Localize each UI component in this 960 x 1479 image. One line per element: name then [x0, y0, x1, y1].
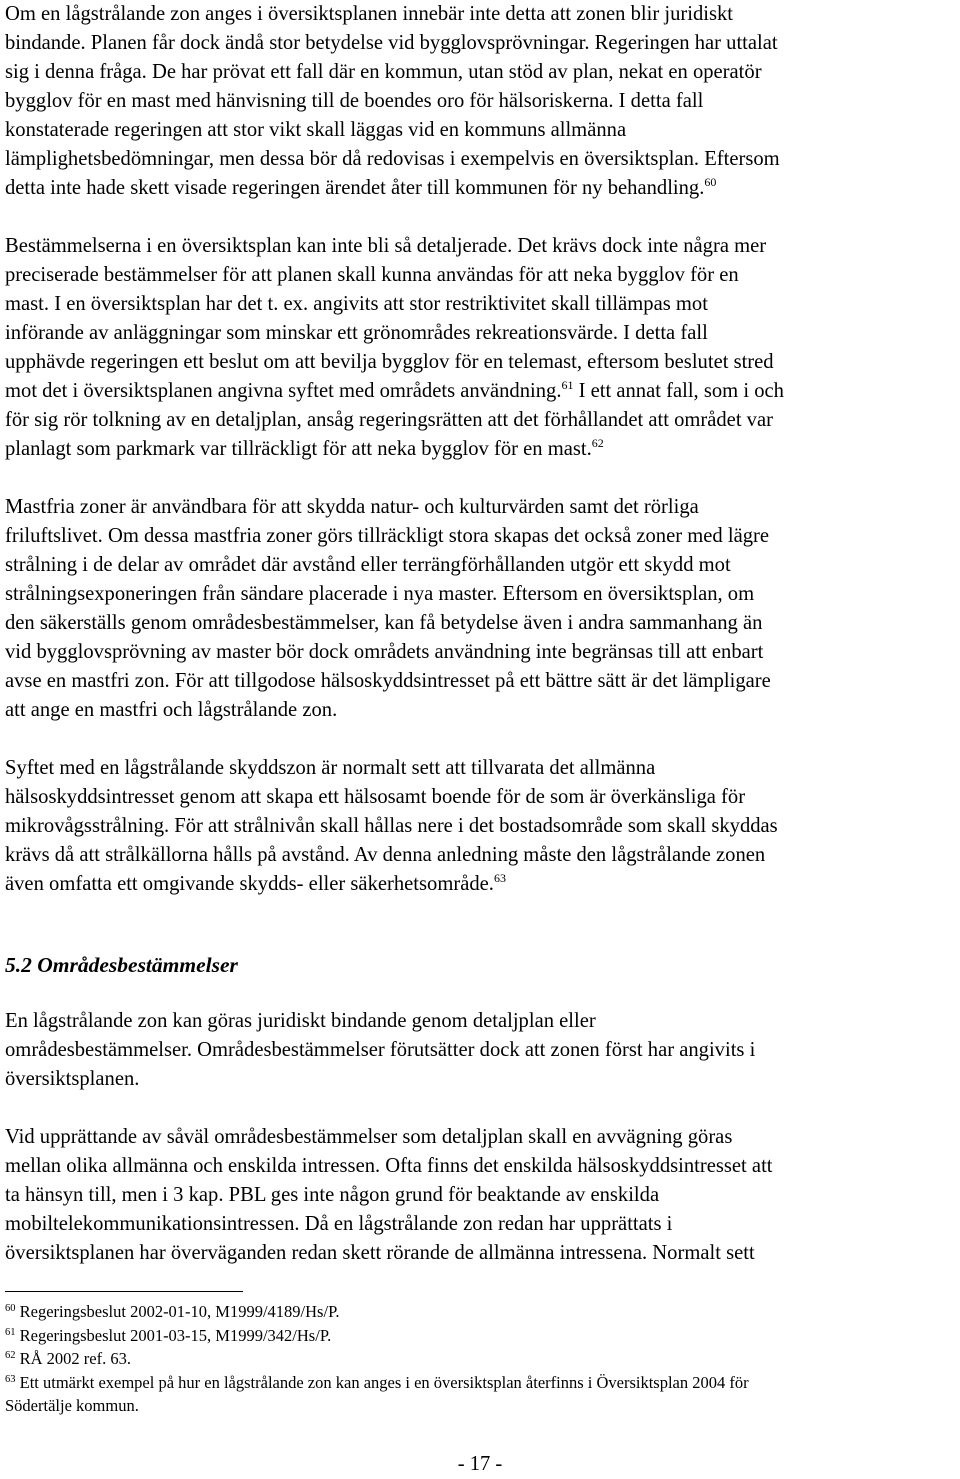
footnote-ref-60[interactable]: 60	[704, 175, 717, 189]
text-segment: detta inte hade skett visade regeringen ärendet åter till kommunen för ny behandling.	[5, 177, 705, 199]
text-line: strålningsexponeringen från sändare placerade i nya master. Eftersom en översiktsplan, om	[5, 583, 755, 605]
paragraph-spacer	[5, 203, 955, 232]
section-title: Områdesbestämmelser	[37, 953, 238, 977]
paragraph-spacer	[5, 464, 955, 493]
paragraph-1	[5, 0, 955, 203]
footnote-ref-62[interactable]: 62	[591, 436, 604, 450]
footnote-divider	[5, 1291, 243, 1292]
paragraph-4	[5, 754, 955, 899]
text-segment: planlagt som parkmark var tillräckligt för att neka bygglov för en mast.	[5, 438, 592, 460]
text-line: Syftet med en lågstrålande skyddszon är normalt sett att tillvarata det allmänna	[5, 757, 656, 779]
paragraph-3	[5, 493, 955, 725]
text-line: översiktsplanen.	[5, 1068, 140, 1090]
text-line: Vid upprättande av såväl områdesbestämmelser som detaljplan skall en avvägning göras	[5, 1126, 733, 1148]
text-line	[5, 377, 955, 406]
footnote-number: 63	[5, 1373, 16, 1385]
paragraph-spacer	[5, 1094, 955, 1123]
paragraph-spacer	[5, 725, 955, 754]
text-line	[5, 174, 955, 203]
text-line: den säkerställs genom områdesbestämmelser, kan få betydelse även i andra sammanhang än	[5, 612, 763, 634]
text-line: krävs då att strålkällorna hålls på avstånd. Av denna anledning måste den lågstrålande zonen	[5, 844, 766, 866]
text-line: strålning i de delar av området där avstånd eller terrängförhållanden utgör ett skydd mot	[5, 554, 731, 576]
section-paragraph-1	[5, 1007, 955, 1094]
text-line: mellan olika allmänna och enskilda intressen. Ofta finns det enskilda hälsoskyddsintresset att	[5, 1155, 773, 1177]
footnote-63-continued: Södertälje kommun.	[5, 1396, 139, 1415]
text-line: att ange en mastfri och lågstrålande zon.	[5, 699, 338, 721]
text-line: Bestämmelserna i en översiktsplan kan inte bli så detaljerade. Det krävs dock inte några mer	[5, 235, 767, 257]
text-line: införande av anläggningar som minskar ett grönområdes rekreationsvärde. I detta fall	[5, 322, 708, 344]
text-line: En lågstrålande zon kan göras juridiskt bindande genom detaljplan eller	[5, 1010, 596, 1032]
footnote-text: Regeringsbeslut 2001-03-15, M1999/342/Hs/P.	[15, 1325, 332, 1345]
text-line: för sig rör tolkning av en detaljplan, ansåg regeringsrätten att det förhållandet att området var	[5, 409, 773, 431]
text-segment: mot det i översiktsplanen angivna syftet med områdets användning.	[5, 380, 562, 402]
text-line: friluftslivet. Om dessa mastfria zoner görs tillräckligt stora skapas det också zoner med lägre	[5, 525, 770, 547]
section-heading	[5, 951, 955, 980]
page-number: - 17 -	[457, 1453, 503, 1475]
footnote-63	[5, 1371, 955, 1395]
text-line: mikrovågsstrålning. För att strålnivån skall hållas nere i det bostadsområde som skall skyddas	[5, 815, 778, 837]
text-line: bygglov för en mast med hänvisning till de boendes oro för hälsoriskerna. I detta fall	[5, 90, 704, 112]
text-line: vid bygglovsprövning av master bör dock områdets användning inte begränsas till att enbart	[5, 641, 764, 663]
text-line: Om en lågstrålande zon anges i översiktsplanen innebär inte detta att zonen blir juridiskt	[5, 3, 734, 25]
footnote-ref-61[interactable]: 61	[561, 378, 574, 392]
footnote-number: 61	[5, 1326, 16, 1338]
text-line: upphävde regeringen ett beslut om att bevilja bygglov för en telemast, eftersom beslutet stred	[5, 351, 774, 373]
text-line: hälsoskyddsintresset genom att skapa ett hälsosamt boende för de som är överkänsliga för	[5, 786, 746, 808]
footnote-62	[5, 1347, 955, 1371]
text-line: mobiltelekommunikationsintressen. Då en lågstrålande zon redan har upprättats i	[5, 1213, 673, 1235]
text-line: områdesbestämmelser. Områdesbestämmelser förutsätter dock att zonen först har angivits i	[5, 1039, 756, 1061]
section-number: 5.2	[5, 953, 32, 977]
text-line	[5, 870, 955, 899]
footnote-text: Regeringsbeslut 2002-01-10, M1999/4189/Hs/P.	[15, 1302, 340, 1321]
footnote-text: RÅ 2002 ref. 63.	[15, 1349, 131, 1368]
text-line: mast. I en översiktsplan har det t. ex. angivits att stor restriktivitet skall tillämpas mot	[5, 293, 708, 315]
text-line: bindande. Planen får dock ändå stor betydelse vid bygglovsprövningar. Regeringen har uttalat	[5, 32, 778, 54]
section-spacer	[5, 899, 955, 947]
text-line	[5, 435, 955, 464]
text-line: lämplighetsbedömningar, men dessa bör då redovisas i exempelvis en översiktsplan. Eftersom	[5, 148, 780, 170]
text-line: sig i denna fråga. De har prövat ett fall där en kommun, utan stöd av plan, nekat en operatör	[5, 61, 762, 83]
text-line: preciserade bestämmelser för att planen skall kunna användas för att neka bygglov för en	[5, 264, 739, 286]
document-page	[5, 0, 955, 1268]
footnote-text: Ett utmärkt exempel på hur en lågstrålande zon kan anges i en översiktsplan återfinns i Översiktsplan 2004 för	[15, 1372, 749, 1392]
footnote-61	[5, 1324, 955, 1348]
footnotes	[5, 1300, 955, 1418]
text-segment: även omfatta ett omgivande skydds- eller säkerhetsområde.	[5, 873, 494, 895]
text-line: konstaterade regeringen att stor vikt skall läggas vid en kommuns allmänna	[5, 119, 627, 141]
paragraph-2	[5, 232, 955, 464]
footnote-number: 62	[5, 1350, 16, 1361]
text-segment: I ett annat fall, som i och	[573, 380, 784, 402]
footnote-ref-63[interactable]: 63	[493, 871, 506, 885]
footnote-60	[5, 1300, 955, 1324]
text-line: avse en mastfri zon. För att tillgodose hälsoskyddsintresset på ett bättre sätt är det lämpligare	[5, 670, 771, 692]
text-line: översiktsplanen har överväganden redan skett rörande de allmänna intressena. Normalt sett	[5, 1242, 755, 1264]
paragraph-spacer	[5, 980, 955, 1007]
footnote-number: 60	[5, 1303, 16, 1314]
text-line: Mastfria zoner är användbara för att skydda natur- och kulturvärden samt det rörliga	[5, 496, 699, 518]
section-paragraph-2	[5, 1123, 955, 1268]
text-line: ta hänsyn till, men i 3 kap. PBL ges inte någon grund för beaktande av enskilda	[5, 1184, 660, 1206]
